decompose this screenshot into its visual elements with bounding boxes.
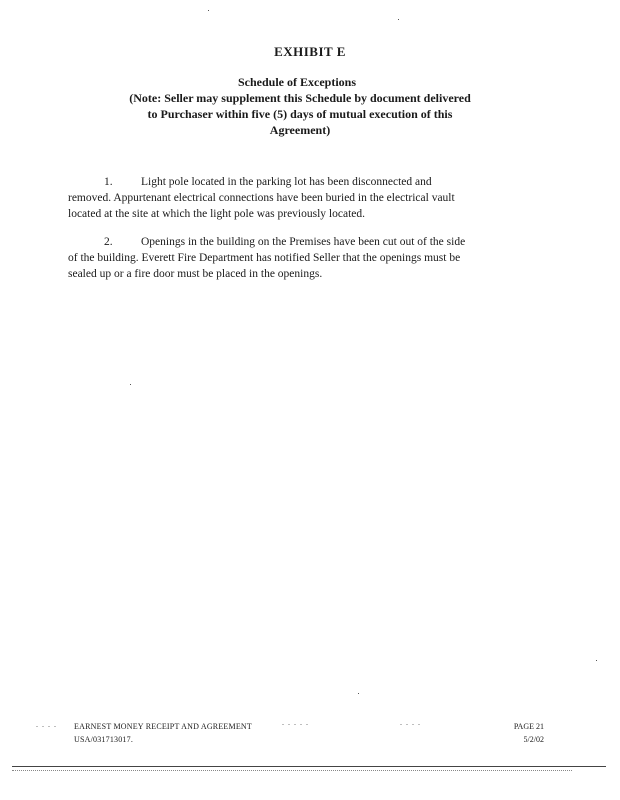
- item-first-line: [68, 234, 530, 250]
- item-number: 2.: [104, 236, 113, 248]
- scan-speck: [596, 660, 597, 661]
- footer-document-name: EARNEST MONEY RECEIPT AND AGREEMENT: [74, 722, 252, 731]
- footer-right: [514, 720, 544, 746]
- item-first-line: [68, 174, 530, 190]
- footer-rule-dotted: [12, 770, 572, 771]
- scan-dots: . . . .: [36, 720, 57, 729]
- item-text-line: sealed up or a fire door must be placed in the openings.: [68, 268, 323, 280]
- exception-item-1: [68, 174, 530, 222]
- scan-speck: [358, 693, 359, 694]
- note-line: Agreement): [269, 123, 331, 137]
- item-number: 1.: [104, 176, 113, 188]
- scan-dots: . . . .: [400, 718, 421, 727]
- footer-document-id: USA/031713017.: [74, 735, 134, 744]
- item-text-line: Openings in the building on the Premises have been cut out of the side: [141, 236, 466, 248]
- exhibit-title: EXHIBIT E: [274, 44, 346, 59]
- note-line: (Note: Seller may supplement this Schedule by document delivered: [129, 91, 471, 105]
- footer-date: 5/2/02: [523, 735, 544, 744]
- footer-page-number: PAGE 21: [513, 722, 544, 731]
- exception-item-2: [68, 234, 530, 282]
- schedule-note: [90, 90, 510, 138]
- scan-speck: [208, 10, 209, 11]
- item-text-line: located at the site at which the light pole was previously located.: [68, 208, 365, 220]
- scan-speck: [398, 19, 399, 20]
- item-text-line: removed. Appurtenant electrical connections have been buried in the electrical vault: [68, 192, 455, 204]
- schedule-subtitle: Schedule of Exceptions: [237, 75, 356, 89]
- footer-left: [74, 720, 252, 746]
- item-text-line: of the building. Everett Fire Department has notified Seller that the openings must be: [68, 252, 461, 264]
- note-line: to Purchaser within five (5) days of mutual execution of this: [147, 107, 453, 121]
- footer-rule: [12, 766, 606, 767]
- scan-speck: [130, 384, 131, 385]
- scan-dots: . . . . .: [282, 718, 309, 727]
- item-text-line: Light pole located in the parking lot has been disconnected and: [141, 176, 432, 188]
